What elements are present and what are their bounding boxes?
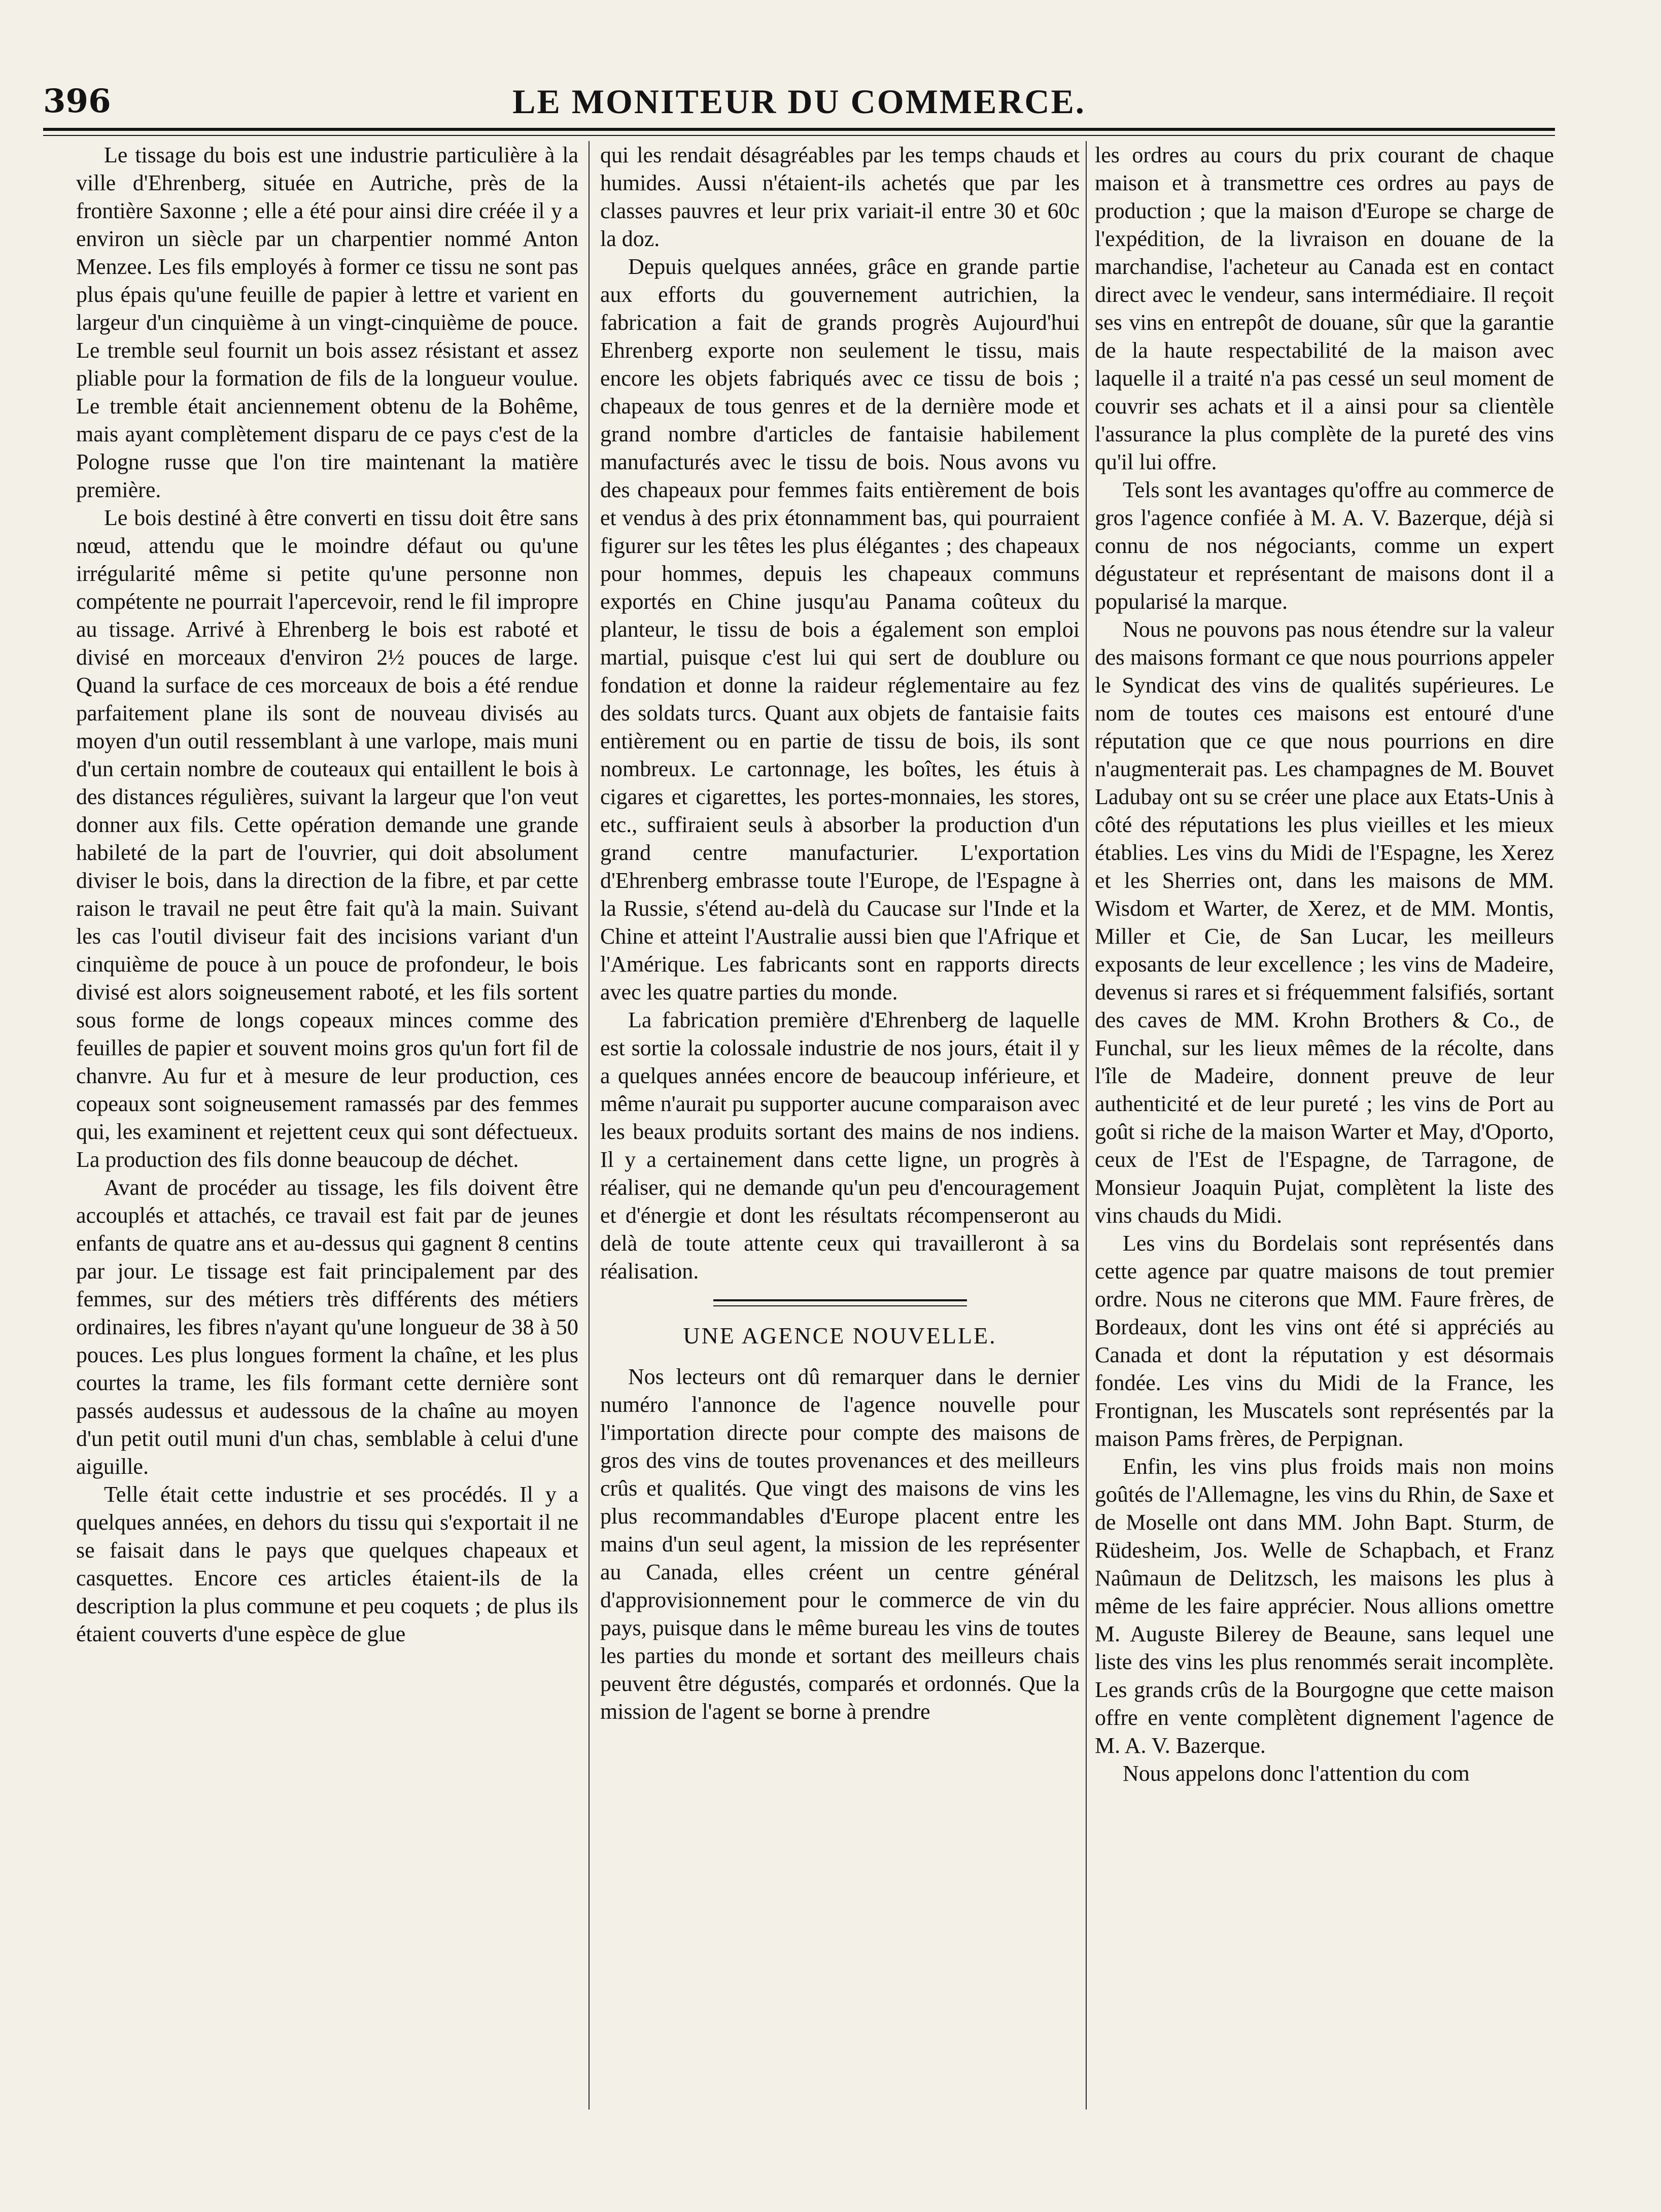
- article-paragraph: Les vins du Bordelais sont représentés dans cette agence par quatre maisons de tout premier ordre. Nous ne citerons que MM. Faure frères, de Bordeaux, dont les vins ont été si appréciés au Canada et dont la réputation y est désormais fondée. Les vins du Midi de la France, les Frontignan, les Muscatels sont représentés par la maison Pams frères, de Perpignan.: [1095, 1231, 1554, 1451]
- article-paragraph: Le bois destiné à être converti en tissu doit être sans nœud, attendu que le moindre défaut ou qu'une irrégularité même si petite qu'une personne non compétente ne pourrait l'apercevoir, rend le fil impropre au tissage. Arrivé à Ehrenberg le bois est raboté et divisé en morceaux d'environ 2½ pouces de large. Quand la surface de ces morceaux de bois a été rendue parfaitement plane ils sont de nouveau divisés au moyen d'un outil ressemblant à une varlope, mais muni d'un certain nombre de couteaux qui entaillent le bois à des distances régulières, suivant la largeur que l'on veut donner aux fils. Cette opération demande une grande habileté de la part de l'ouvrier, qui doit absolument diviser le bois, dans la direction de la fibre, et par cette raison le travail ne peut être fait qu'à la main. Suivant les cas l'outil diviseur fait des incisions variant d'un cinquième de pouce à un pouce de profondeur, le bois divisé est alors soigneusement raboté, et les fils sortent sous forme de longs copeaux minces comme des feuilles de papier et souvent moins gros qu'un fort fil de chanvre. Au fur et à mesure de leur production, ces copeaux sont soigneusement ramassés par des femmes qui, les examinent et rejettent ceux qui sont défectueux. La production des fils donne beaucoup de déchet.: [76, 505, 578, 1172]
- column-3: [1095, 141, 1554, 2110]
- masthead: [43, 76, 1555, 127]
- column-divider: [589, 141, 590, 2110]
- column-2: [600, 141, 1080, 2110]
- article-paragraph: Nos lecteurs ont dû remarquer dans le dernier numéro l'annonce de l'agence nouvelle pour l'importation directe pour compte des maisons de gros des vins de toutes provenances et des meilleurs crûs et qualités. Que vingt des maisons de vins les plus recommandables d'Europe placent entre les mains d'un seul agent, la mission de les représenter au Canada, elles créent un centre général d'approvisionnement pour le commerce de vin du pays, puisque dans le même bureau les vins de toutes les parties du monde et sortant des meilleurs chais peuvent être dégustés, comparés et ordonnés. Que la mission de l'agent se borne à prendre: [600, 1364, 1080, 1724]
- article-paragraph: Le tissage du bois est une industrie particulière à la ville d'Ehrenberg, située en Autriche, près de la frontière Saxonne ; elle a été pour ainsi dire créée il y a environ un siècle par un charpentier nommé Anton Menzee. Les fils employés à former ce tissu ne sont pas plus épais qu'une feuille de papier à lettre et varient en largeur d'un cinquième à un vingt-cinquième de pouce. Le tremble seul fournit un bois assez résistant et assez pliable pour la formation de fils de la longueur voulue. Le tremble était anciennement obtenu de la Bohême, mais ayant complètement disparu de ce pays c'est de la Pologne russe que l'on tire maintenant la matière première.: [76, 143, 578, 502]
- section-divider: [713, 1299, 967, 1301]
- column-1: [76, 141, 578, 2110]
- article-paragraph: Tels sont les avantages qu'offre au commerce de gros l'agence confiée à M. A. V. Bazerque, déjà si connu de nos négociants, comme un expert dégustateur et représentant de maisons dont il a popularisé la marque.: [1095, 477, 1554, 614]
- article-paragraph: Enfin, les vins plus froids mais non moins goûtés de l'Allemagne, les vins du Rhin, de Saxe et de Moselle ont dans MM. John Bapt. Sturm, de Rüdesheim, Jos. Welle de Schapbach, et Franz Naûmaun de Delitzsch, les maisons les plus à même de les faire apprécier. Nous allions omettre M. Auguste Bilerey de Beaune, sans lequel une liste des vins les plus renommés serait incomplète. Les grands crûs de la Bourgogne que cette maison offre en vente complètent dignement l'agence de M. A. V. Bazerque.: [1095, 1454, 1554, 1758]
- publication-title: LE MONITEUR DU COMMERCE.: [512, 82, 1086, 121]
- page-number: 396: [43, 82, 111, 120]
- section-title: UNE AGENCE NOUVELLE.: [683, 1323, 997, 1349]
- article-paragraph: Depuis quelques années, grâce en grande partie aux efforts du gouvernement autrichien, la fabrication a fait de grands progrès Aujourd'hui Ehrenberg exporte non seulement le tissu, mais encore les objets fabriqués avec ce tissu de bois ; chapeaux de tous genres et de la dernière mode et grand nombre d'articles de fantaisie habilement manufacturés avec le tissu de bois. Nous avons vu des chapeaux pour femmes faits entièrement de bois et vendus à des prix étonnamment bas, qui pourraient figurer sur les têtes les plus élégantes ; des chapeaux pour hommes, depuis les chapeaux communs exportés en Chine jusqu'au Panama coûteux du planteur, le tissu de bois a également son emploi martial, puisque c'est lui qui sert de doublure ou fondation et donne la raideur réglementaire au fez des soldats turcs. Quant aux objets de fantaisie faits entièrement ou en partie de tissu de bois, ils sont nombreux. Le cartonnage, les boîtes, les étuis à cigares et cigarettes, les portes-monnaies, les stores, etc., suffiraient seuls à absorber la production d'un grand centre manufacturier. L'exportation d'Ehrenberg embrasse toute l'Europe, de l'Espagne à la Russie, s'étend au-delà du Caucase sur l'Inde et la Chine et atteint l'Australie aussi bien que l'Afrique et l'Amérique. Les fabricants sont en rapports directs avec les quatre parties du monde.: [600, 254, 1080, 1005]
- section-divider-thin: [713, 1305, 967, 1306]
- header-rule: [43, 128, 1555, 131]
- article-paragraph: Nous appelons donc l'attention du com: [1123, 1761, 1470, 1786]
- article-paragraph: qui les rendait désagréables par les temps chauds et humides. Aussi n'étaient-ils achetés que par les classes pauvres et leur prix variait-il entre 30 et 60c la doz.: [600, 143, 1080, 251]
- column-divider: [1086, 141, 1087, 2110]
- article-paragraph: les ordres au cours du prix courant de chaque maison et à transmettre ces ordres au pays de production ; que la maison d'Europe se charge de l'expédition, de la livraison en douane de la marchandise, l'acheteur au Canada est en contact direct avec le vendeur, sans intermédiaire. Il reçoit ses vins en entrepôt de douane, sûr que la garantie de la haute respectabilité de la maison avec laquelle il a traité n'a pas cessé un seul moment de couvrir ses achats et il a ainsi pour sa clientèle l'assurance la plus complète de la pureté des vins qu'il lui offre.: [1095, 143, 1554, 474]
- article-paragraph: Nous ne pouvons pas nous étendre sur la valeur des maisons formant ce que nous pourrions appeler le Syndicat des vins de qualités supérieures. Le nom de toutes ces maisons est entouré d'une réputation que ce que nous pourrions en dire n'augmenterait pas. Les champagnes de M. Bouvet Ladubay ont su se créer une place aux Etats-Unis à côté des réputations les plus vieilles et les mieux établies. Les vins du Midi de l'Espagne, les Xerez et les Sherries ont, dans les maisons de MM. Wisdom et Warter, de Xerez, et de MM. Montis, Miller et Cie, de San Lucar, les meilleurs exposants de leur excellence ; les vins de Madeire, devenus si rares et si fréquemment falsifiés, sortant des caves de MM. Krohn Brothers & Co., de Funchal, sur les lieux mêmes de la récolte, dans l'île de Madeire, donnent preuve de leur authenticité et de leur pureté ; les vins de Port au goût si riche de la maison Warter et May, d'Oporto, ceux de l'Est de l'Espagne, de Tarragone, de Monsieur Joaquin Pujat, complètent la liste des vins chauds du Midi.: [1095, 617, 1554, 1228]
- article-paragraph: Avant de procéder au tissage, les fils doivent être accouplés et attachés, ce travail est fait par de jeunes enfants de quatre ans et au-dessus qui gagnent 8 centins par jour. Le tissage est fait principalement par des femmes, sur des métiers très différents des métiers ordinaires, les fibres n'ayant qu'une longueur de 38 à 50 pouces. Les plus longues forment la chaîne, et les plus courtes la trame, les fils formant cette dernière sont passés audessus et audessous de la chaîne au moyen d'un petit outil muni d'un chas, semblable à celui d'une aiguille.: [76, 1175, 578, 1479]
- article-paragraph: Telle était cette industrie et ses procédés. Il y a quelques années, en dehors du tissu qui s'exportait il ne se faisait dans le pays que quelques chapeaux et casquettes. Encore ces articles étaient-ils de la description la plus commune et peu coquets ; de plus ils étaient couverts d'une espèce de glue: [76, 1482, 578, 1646]
- header-rule-thin: [43, 135, 1555, 136]
- article-paragraph: La fabrication première d'Ehrenberg de laquelle est sortie la colossale industrie de nos jours, était il y a quelques années encore de beaucoup inférieure, et même n'aurait pu supporter aucune comparaison avec les beaux produits sortant des mains de nos indiens. Il y a certainement dans cette ligne, un progrès à réaliser, qui ne demande qu'un peu d'encouragement et d'énergie et dont les résultats récompenseront au delà de toute attente ceux qui travailleront à sa réalisation.: [600, 1008, 1080, 1284]
